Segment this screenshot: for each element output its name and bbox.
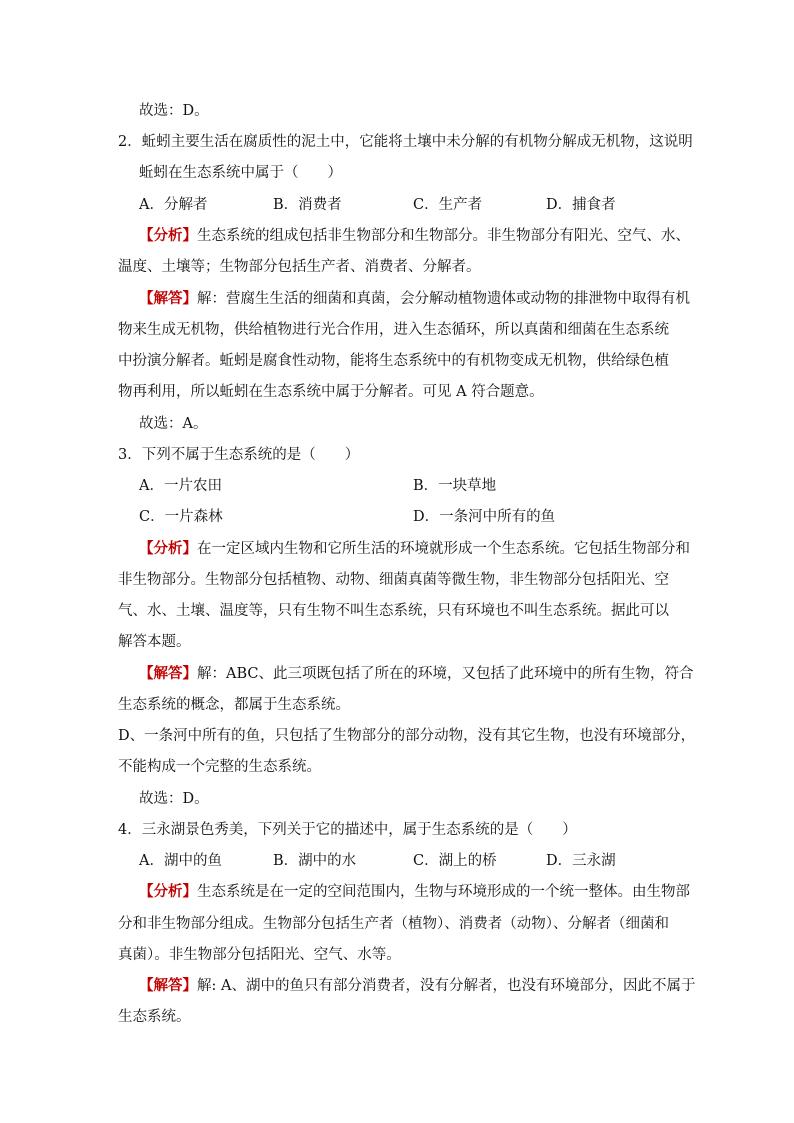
answer-line: 故选：D。 <box>139 103 209 119</box>
question-4-stem: 4．三永湖景色秀美，下列关于它的描述中，属于生态系统的是（ ） <box>118 822 577 838</box>
q4-option-b: B．湖中的水 <box>273 853 357 869</box>
solution-cont: D、一条河中所有的鱼，只包括了生物部分的部分动物，没有其它生物，也没有环境部分， <box>118 728 696 744</box>
answer-line: 故选：A。 <box>139 416 208 432</box>
question-3-stem: 3．下列不属于生态系统的是（ ） <box>118 447 360 463</box>
answer-tag: 【解答】 <box>139 665 197 682</box>
analysis-cont: 气、水、土壤、温度等，只有生物不叫生态系统，只有环境也不叫生态系统。据此可以 <box>118 603 669 619</box>
answer-tag: 【解答】 <box>139 977 197 994</box>
analysis-cont: 分和非生物部分组成。生物部分包括生产者（植物）、消费者（动物）、分解者（细菌和 <box>118 916 669 932</box>
analysis-line <box>139 226 690 246</box>
analysis-cont: 非生物部分。生物部分包括植物、动物、细菌真菌等微生物，非生物部分包括阳光、空 <box>118 572 669 588</box>
analysis-tag: 【分析】 <box>139 883 197 900</box>
analysis-text: 在一定区域内生物和它所生活的环境就形成一个生态系统。它包括生物部分和 <box>197 541 690 557</box>
q4-option-d: D．三永湖 <box>546 853 616 869</box>
q2-option-c: C．生产者 <box>413 197 483 213</box>
solution-cont: 生态系统。 <box>118 1009 191 1025</box>
analysis-text: 生态系统是在一定的空间范围内，生物与环境形成的一个统一整体。由生物部 <box>197 884 690 900</box>
solution-text: 解：营腐生生活的细菌和真菌，会分解动植物遗体或动物的排泄物中取得有机 <box>197 291 690 307</box>
question-2-stem: 2．蚯蚓主要生活在腐质性的泥土中，它能将土壤中未分解的有机物分解成无机物，这说明 <box>118 134 693 150</box>
analysis-line <box>139 882 690 902</box>
analysis-cont: 温度、土壤等；生物部分包括生产者、消费者、分解者。 <box>118 259 481 275</box>
q2-option-d: D．捕食者 <box>546 197 616 213</box>
solution-cont: 不能构成一个完整的生态系统。 <box>118 759 321 775</box>
analysis-cont: 真菌）。非生物部分包括阳光、空气、水等。 <box>118 947 401 963</box>
solution-line <box>139 664 694 684</box>
solution-line <box>139 976 695 996</box>
solution-cont: 物再利用，所以蚯蚓在生态系统中属于分解者。可见 A 符合题意。 <box>118 384 544 400</box>
question-2-stem-cont: 蚯蚓在生态系统中属于（ ） <box>139 165 342 181</box>
analysis-cont: 解答本题。 <box>118 634 191 650</box>
answer-tag: 【解答】 <box>139 290 197 307</box>
q3-option-b: B．一块草地 <box>413 478 497 494</box>
analysis-tag: 【分析】 <box>139 540 197 557</box>
solution-line <box>139 289 690 309</box>
solution-cont: 生态系统的概念，都属于生态系统。 <box>118 697 350 713</box>
solution-text: 解: A、湖中的鱼只有部分消费者，没有分解者，也没有环境部分，因此不属于 <box>197 978 696 994</box>
solution-cont: 物来生成无机物，供给植物进行光合作用，进入生态循环，所以真菌和细菌在生态系统 <box>118 322 669 338</box>
solution-cont: 中扮演分解者。蚯蚓是腐食性动物，能将生态系统中的有机物变成无机物，供给绿色植 <box>118 353 669 369</box>
q4-option-a: A．湖中的鱼 <box>139 853 222 869</box>
analysis-tag: 【分析】 <box>139 227 197 244</box>
analysis-line <box>139 539 690 559</box>
answer-line: 故选：D。 <box>139 791 209 807</box>
analysis-text: 生态系统的组成包括非生物部分和生物部分。非生物部分有阳光、空气、水、 <box>197 228 690 244</box>
q2-option-b: B．消费者 <box>273 197 342 213</box>
q3-option-a: A．一片农田 <box>139 478 222 494</box>
q4-option-c: C．湖上的桥 <box>413 853 497 869</box>
solution-text: 解：ABC、此三项既包括了所在的环境，又包括了此环境中的所有生物，符合 <box>197 666 694 682</box>
q2-option-a: A．分解者 <box>139 197 208 213</box>
q3-option-d: D．一条河中所有的鱼 <box>413 509 556 525</box>
q3-option-c: C．一片森林 <box>139 509 223 525</box>
